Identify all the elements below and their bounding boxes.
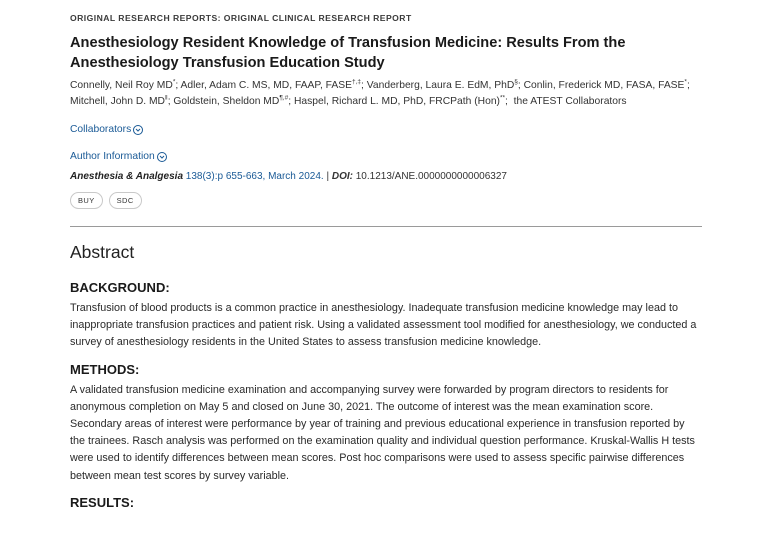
author-name: Goldstein, Sheldon MD xyxy=(173,95,280,107)
article-title: Anesthesiology Resident Knowledge of Transfusion Medicine: Results From the Anesthesiology Transfusion Education Study xyxy=(70,35,626,71)
author-affiliation-mark: § xyxy=(514,78,518,86)
issue-link[interactable]: 138(3):p 655-663, March 2024. xyxy=(185,171,324,182)
author-name: Vanderberg, Laura E. EdM, PhD xyxy=(366,80,515,91)
author-name: Connelly, Neil Roy MD xyxy=(70,80,173,91)
article-category: ORIGINAL RESEARCH REPORTS: ORIGINAL CLINICAL RESEARCH REPORT xyxy=(70,13,412,23)
author-information-label: Author Information xyxy=(70,151,155,162)
action-buttons xyxy=(70,192,702,209)
chevron-down-icon xyxy=(157,152,167,162)
background-text: Transfusion of blood products is a common practice in anesthesiology. Inadequate transfusion medicine knowledge may lead to inappropriate transfusion practices and patient risk. Using a validated assessment tool modified for anesthesiology, we conducted a survey of anesthesiology residents in the United States to assess transfusion medicine knowledge. xyxy=(70,302,697,349)
citation-separator: | xyxy=(326,171,330,182)
methods-text: A validated transfusion medicine examination and accompanying survey were forwarded by program directors to residents for anonymous completion on May 5 and closed on June 30, 2021. The outcome of interest was the mean examination score. Secondary areas of interest were performance by year of training and previous educational experience in transfusion reported by the trainees. Rasch analysis was performed on the examination quality and individual question performance. Kruskal-Wallis H tests were used to identify differences between mean scores. Post hoc comparisons were used to assess specific pairwise differences between mean test scores by survey variable. xyxy=(70,383,695,482)
results-heading: RESULTS: xyxy=(70,494,135,510)
abstract-heading: Abstract xyxy=(70,242,135,262)
author-name: Haspel, Richard L. MD, PhD, FRCPath (Hon) xyxy=(293,95,500,107)
article-page xyxy=(70,0,702,510)
doi-label: DOI: xyxy=(331,171,353,182)
author-affiliation-mark: ** xyxy=(499,94,506,102)
sdc-button[interactable]: SDC xyxy=(109,192,142,209)
doi-value: 10.1213/ANE.0000000000006327 xyxy=(355,171,507,182)
author-affiliation-mark: ‖ xyxy=(165,94,168,102)
author-affiliation-mark: †,‡ xyxy=(352,78,362,86)
buy-button[interactable]: BUY xyxy=(70,192,103,209)
collaborators-toggle[interactable] xyxy=(70,124,143,135)
chevron-down-icon xyxy=(133,125,143,135)
author-name: Mitchell, John D. MD xyxy=(70,95,165,107)
journal-name: Anesthesia & Analgesia xyxy=(70,171,184,182)
author-name: Conlin, Frederick MD, FASA, FASE xyxy=(523,80,685,91)
author-affiliation-mark: ¶,# xyxy=(279,94,289,102)
author-list: Connelly, Neil Roy MD*; Adler, Adam C. MS, MD, FAAP, FASE†,‡; Vanderberg, Laura E. EdM, PhD§; Conlin, Frederick MD, FASA, FASE*; Mitchell, John D. MD‖; Goldstein, Sheldon MD¶,#; Haspel, Richard L. MD, PhD, FRCPath (Hon)**; the ATEST Collaborators xyxy=(70,78,690,107)
background-heading: BACKGROUND: xyxy=(70,280,170,295)
citation-line xyxy=(70,171,702,182)
author-affiliation-mark: * xyxy=(172,78,176,86)
section-divider xyxy=(70,226,702,227)
collaborators-group: the ATEST Collaborators xyxy=(513,95,627,107)
collaborators-toggle-label: Collaborators xyxy=(70,124,132,135)
methods-heading: METHODS: xyxy=(70,361,140,377)
author-name: Adler, Adam C. MS, MD, FAAP, FASE xyxy=(180,80,352,91)
author-affiliation-mark: * xyxy=(684,78,687,86)
author-information-toggle[interactable] xyxy=(70,151,167,162)
